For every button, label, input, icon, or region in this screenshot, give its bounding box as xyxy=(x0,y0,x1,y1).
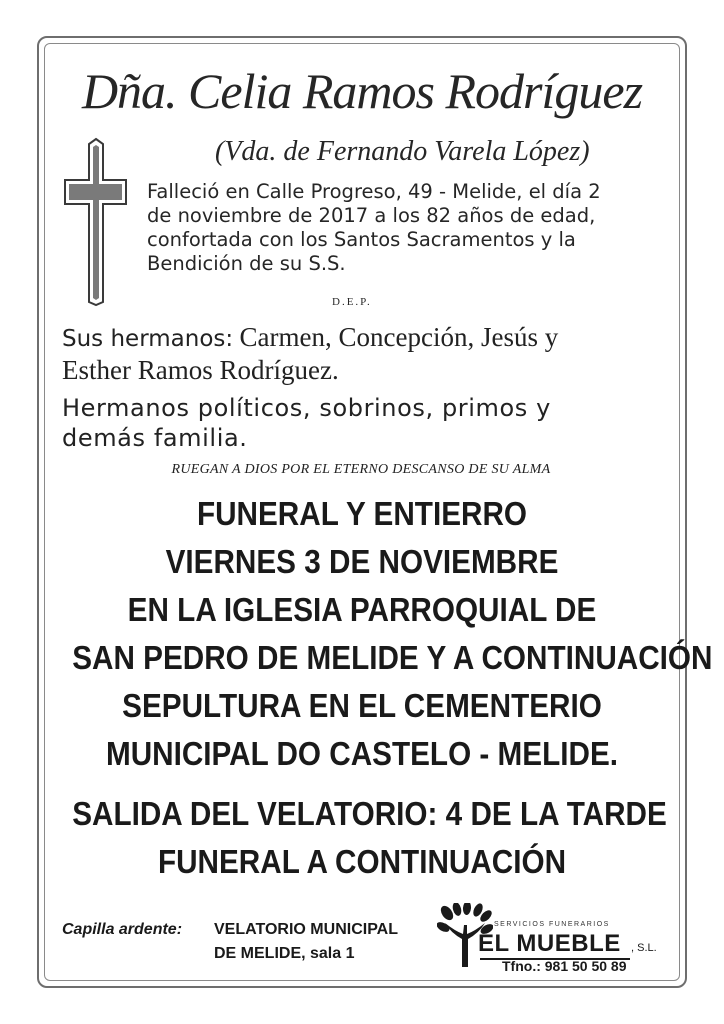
funeral-line: SEPULTURA EN EL CEMENTERIO xyxy=(122,687,602,724)
death-line: Falleció en Calle Progreso, 49 - Melide, el día 2 xyxy=(147,180,601,203)
funeral-line: EN LA IGLESIA PARROQUIAL DE xyxy=(127,591,597,628)
funeral-line: FUNERAL Y ENTIERRO xyxy=(196,495,528,532)
death-line: de noviembre de 2017 a los 82 años de edad, xyxy=(147,204,596,227)
chapel-block xyxy=(62,918,398,966)
siblings-label: Sus hermanos: xyxy=(62,326,234,352)
dep-mark: D.E.P. xyxy=(332,296,372,308)
inlaws-line: demás familia. xyxy=(62,424,248,452)
inlaws-block xyxy=(62,393,551,453)
funeral-line: MUNICIPAL DO CASTELO - MELIDE. xyxy=(105,735,619,772)
siblings-block xyxy=(62,322,558,386)
departure-line: SALIDA DEL VELATORIO: 4 DE LA TARDE xyxy=(72,795,667,832)
funeral-line: VIERNES 3 DE NOVIEMBRE xyxy=(165,543,559,580)
chapel-label: Capilla ardente: xyxy=(62,921,183,938)
inlaws-line: Hermanos políticos, sobrinos, primos y xyxy=(62,394,551,422)
cross-icon xyxy=(62,136,128,308)
chapel-place: VELATORIO MUNICIPAL xyxy=(214,921,398,938)
logo-subtitle: SERVICIOS FUNERARIOS xyxy=(494,921,610,928)
departure-line: FUNERAL A CONTINUACIÓN xyxy=(157,843,567,880)
death-line: confortada con los Santos Sacramentos y la xyxy=(147,228,576,251)
logo-name: EL MUEBLE xyxy=(478,930,621,957)
widow-of: (Vda. de Fernando Varela López) xyxy=(215,136,590,167)
chapel-place-cont: DE MELIDE, sala 1 xyxy=(214,945,355,962)
deceased-name: Dña. Celia Ramos Rodríguez xyxy=(81,63,643,119)
death-details xyxy=(147,180,601,276)
logo-phone: Tfno.: 981 50 50 89 xyxy=(502,958,627,974)
prayer-line: RUEGAN A DIOS POR EL ETERNO DESCANSO DE SU ALMA xyxy=(171,462,551,477)
funeral-block xyxy=(40,490,713,886)
siblings-names: Carmen, Concepción, Jesús y xyxy=(239,322,559,352)
death-line: Bendición de su S.S. xyxy=(147,252,346,275)
siblings-names-cont: Esther Ramos Rodríguez. xyxy=(62,355,339,385)
funeral-line: SAN PEDRO DE MELIDE Y A CONTINUACIÓN xyxy=(72,639,713,676)
logo-suffix: , S.L. xyxy=(631,942,657,954)
spacer xyxy=(72,778,652,790)
